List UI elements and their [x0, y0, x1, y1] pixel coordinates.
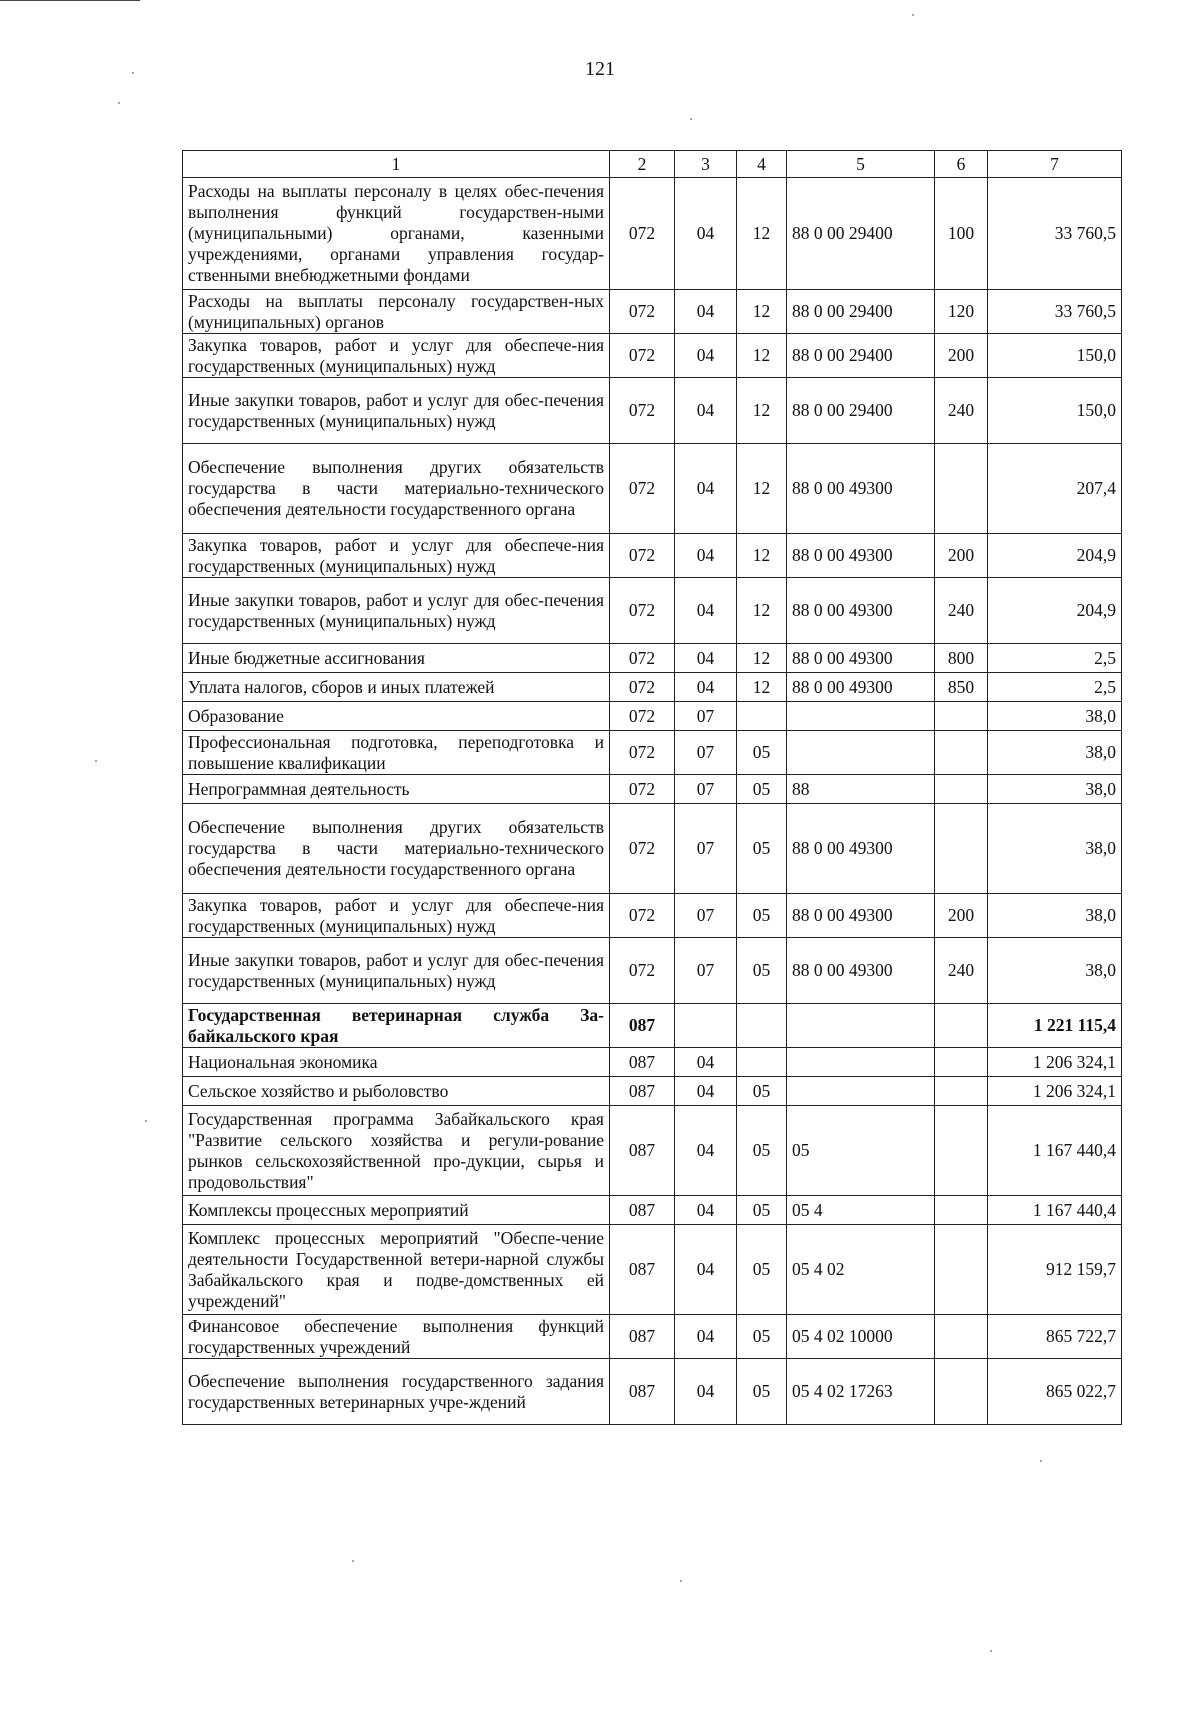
subsection-code-cell: 12: [737, 178, 787, 290]
header-cell: 3: [675, 151, 737, 178]
amount-cell: 1 167 440,4: [988, 1196, 1122, 1225]
ministry-code-cell: 072: [610, 938, 675, 1004]
subsection-code-cell: 12: [737, 673, 787, 702]
row-name-cell: Уплата налогов, сборов и иных платежей: [183, 673, 610, 702]
section-code-cell: 07: [675, 775, 737, 804]
table-row: [183, 938, 1122, 1004]
table-row: [183, 334, 1122, 378]
amount-cell: 150,0: [988, 334, 1122, 378]
section-code-cell: 04: [675, 444, 737, 534]
expense-type-cell: [935, 1359, 988, 1425]
target-article-cell: [787, 1077, 935, 1106]
target-article-cell: 88 0 00 49300: [787, 804, 935, 894]
amount-cell: 38,0: [988, 731, 1122, 775]
table-row: [183, 1106, 1122, 1196]
section-code-cell: 04: [675, 1225, 737, 1315]
section-code-cell: 04: [675, 673, 737, 702]
expense-type-cell: [935, 444, 988, 534]
expense-type-cell: [935, 1048, 988, 1077]
amount-cell: 38,0: [988, 894, 1122, 938]
table-row: [183, 804, 1122, 894]
table-row: [183, 1048, 1122, 1077]
ministry-code-cell: 072: [610, 894, 675, 938]
expense-type-cell: 200: [935, 334, 988, 378]
scan-edge-line: [0, 0, 140, 1]
row-name-cell: Непрограммная деятельность: [183, 775, 610, 804]
ministry-code-cell: 072: [610, 644, 675, 673]
expense-type-cell: 200: [935, 534, 988, 578]
table-row: [183, 1004, 1122, 1048]
ministry-code-cell: 072: [610, 334, 675, 378]
ministry-code-cell: 087: [610, 1359, 675, 1425]
subsection-code-cell: [737, 702, 787, 731]
table-row: [183, 1196, 1122, 1225]
table-row: [183, 534, 1122, 578]
header-cell: 1: [183, 151, 610, 178]
amount-cell: 33 760,5: [988, 178, 1122, 290]
section-code-cell: [675, 1004, 737, 1048]
budget-table: [182, 150, 1122, 1425]
ministry-code-cell: 072: [610, 290, 675, 334]
section-code-cell: 04: [675, 1359, 737, 1425]
target-article-cell: 05 4 02 10000: [787, 1315, 935, 1359]
row-name-cell: Комплекс процессных мероприятий "Обеспе-чение деятельности Государственной ветери-нарной службы Забайкальского края и подве-домственных ей учреждений": [183, 1225, 610, 1315]
subsection-code-cell: 05: [737, 731, 787, 775]
row-name-cell: Комплексы процессных мероприятий: [183, 1196, 610, 1225]
header-cell: 7: [988, 151, 1122, 178]
amount-cell: 33 760,5: [988, 290, 1122, 334]
subsection-code-cell: 05: [737, 1225, 787, 1315]
amount-cell: 1 167 440,4: [988, 1106, 1122, 1196]
scan-speck: [1040, 1460, 1042, 1462]
ministry-code-cell: 072: [610, 702, 675, 731]
target-article-cell: 88 0 00 49300: [787, 938, 935, 1004]
amount-cell: 38,0: [988, 804, 1122, 894]
table-row: [183, 702, 1122, 731]
target-article-cell: 88 0 00 49300: [787, 673, 935, 702]
subsection-code-cell: 05: [737, 894, 787, 938]
target-article-cell: [787, 731, 935, 775]
ministry-code-cell: 072: [610, 673, 675, 702]
row-name-cell: Обеспечение выполнения других обязательств государства в части материально-технического обеспечения деятельности государственного органа: [183, 804, 610, 894]
section-code-cell: 04: [675, 1077, 737, 1106]
amount-cell: 865 022,7: [988, 1359, 1122, 1425]
ministry-code-cell: 072: [610, 534, 675, 578]
amount-cell: 207,4: [988, 444, 1122, 534]
ministry-code-cell: 087: [610, 1196, 675, 1225]
ministry-code-cell: 087: [610, 1225, 675, 1315]
expense-type-cell: [935, 804, 988, 894]
expense-type-cell: 240: [935, 578, 988, 644]
expense-type-cell: [935, 731, 988, 775]
scan-speck: [95, 760, 97, 762]
expense-type-cell: [935, 775, 988, 804]
subsection-code-cell: 12: [737, 444, 787, 534]
target-article-cell: 88 0 00 49300: [787, 444, 935, 534]
section-code-cell: 04: [675, 290, 737, 334]
row-name-cell: Государственная ветеринарная служба За-байкальского края: [183, 1004, 610, 1048]
row-name-cell: Иные закупки товаров, работ и услуг для обес-печения государственных (муниципальных) нужд: [183, 578, 610, 644]
subsection-code-cell: 05: [737, 1106, 787, 1196]
row-name-cell: Расходы на выплаты персоналу в целях обес-печения выполнения функций государствен-ными (муниципальными) органами, казенными учреждениями, органами управления государ-ственными внебюджетными фондами: [183, 178, 610, 290]
expense-type-cell: [935, 1196, 988, 1225]
subsection-code-cell: 12: [737, 534, 787, 578]
scan-speck: [352, 1560, 354, 1562]
expense-type-cell: 850: [935, 673, 988, 702]
row-name-cell: Иные закупки товаров, работ и услуг для обес-печения государственных (муниципальных) нужд: [183, 378, 610, 444]
table-row: [183, 1077, 1122, 1106]
amount-cell: 912 159,7: [988, 1225, 1122, 1315]
row-name-cell: Финансовое обеспечение выполнения функций государственных учреждений: [183, 1315, 610, 1359]
subsection-code-cell: 05: [737, 1315, 787, 1359]
row-name-cell: Закупка товаров, работ и услуг для обеспече-ния государственных (муниципальных) нужд: [183, 534, 610, 578]
amount-cell: 204,9: [988, 578, 1122, 644]
amount-cell: 38,0: [988, 775, 1122, 804]
scan-speck: [132, 72, 134, 74]
target-article-cell: 88 0 00 49300: [787, 534, 935, 578]
amount-cell: 1 206 324,1: [988, 1048, 1122, 1077]
expense-type-cell: [935, 1106, 988, 1196]
subsection-code-cell: 12: [737, 578, 787, 644]
subsection-code-cell: 12: [737, 290, 787, 334]
subsection-code-cell: 05: [737, 1359, 787, 1425]
target-article-cell: 88 0 00 29400: [787, 334, 935, 378]
subsection-code-cell: [737, 1004, 787, 1048]
section-code-cell: 04: [675, 1196, 737, 1225]
subsection-code-cell: 05: [737, 1077, 787, 1106]
subsection-code-cell: 05: [737, 775, 787, 804]
table-row: [183, 775, 1122, 804]
section-code-cell: 04: [675, 1315, 737, 1359]
expense-type-cell: 800: [935, 644, 988, 673]
header-cell: 5: [787, 151, 935, 178]
target-article-cell: [787, 1004, 935, 1048]
subsection-code-cell: 12: [737, 378, 787, 444]
section-code-cell: 04: [675, 178, 737, 290]
row-name-cell: Образование: [183, 702, 610, 731]
table-row: [183, 1359, 1122, 1425]
expense-type-cell: [935, 1225, 988, 1315]
row-name-cell: Обеспечение выполнения государственного задания государственных ветеринарных учре-ждений: [183, 1359, 610, 1425]
header-cell: 6: [935, 151, 988, 178]
amount-cell: 1 206 324,1: [988, 1077, 1122, 1106]
ministry-code-cell: 087: [610, 1315, 675, 1359]
amount-cell: 150,0: [988, 378, 1122, 444]
target-article-cell: [787, 702, 935, 731]
expense-type-cell: 200: [935, 894, 988, 938]
table-row: [183, 1225, 1122, 1315]
amount-cell: 2,5: [988, 673, 1122, 702]
ministry-code-cell: 072: [610, 775, 675, 804]
section-code-cell: 04: [675, 378, 737, 444]
scan-speck: [680, 1580, 682, 1582]
ministry-code-cell: 087: [610, 1004, 675, 1048]
section-code-cell: 07: [675, 702, 737, 731]
table-row: [183, 731, 1122, 775]
target-article-cell: 88 0 00 29400: [787, 290, 935, 334]
amount-cell: 865 722,7: [988, 1315, 1122, 1359]
row-name-cell: Сельское хозяйство и рыболовство: [183, 1077, 610, 1106]
table-row: [183, 178, 1122, 290]
row-name-cell: Иные закупки товаров, работ и услуг для обес-печения государственных (муниципальных) нужд: [183, 938, 610, 1004]
subsection-code-cell: 12: [737, 644, 787, 673]
table-row: [183, 644, 1122, 673]
scan-speck: [118, 102, 120, 104]
amount-cell: 38,0: [988, 938, 1122, 1004]
section-code-cell: 07: [675, 731, 737, 775]
section-code-cell: 04: [675, 1048, 737, 1077]
expense-type-cell: 240: [935, 938, 988, 1004]
row-name-cell: Расходы на выплаты персоналу государствен-ных (муниципальных) органов: [183, 290, 610, 334]
section-code-cell: 07: [675, 938, 737, 1004]
row-name-cell: Национальная экономика: [183, 1048, 610, 1077]
row-name-cell: Государственная программа Забайкальского края "Развитие сельского хозяйства и регули-рование рынков сельскохозяйственной про-дукции, сырья и продовольствия": [183, 1106, 610, 1196]
scan-speck: [912, 14, 914, 16]
section-code-cell: 04: [675, 1106, 737, 1196]
amount-cell: 38,0: [988, 702, 1122, 731]
subsection-code-cell: 05: [737, 804, 787, 894]
expense-type-cell: [935, 1004, 988, 1048]
row-name-cell: Профессиональная подготовка, переподготовка и повышение квалификации: [183, 731, 610, 775]
ministry-code-cell: 072: [610, 731, 675, 775]
ministry-code-cell: 072: [610, 804, 675, 894]
expense-type-cell: [935, 1315, 988, 1359]
section-code-cell: 04: [675, 534, 737, 578]
target-article-cell: 88 0 00 49300: [787, 894, 935, 938]
section-code-cell: 04: [675, 578, 737, 644]
ministry-code-cell: 087: [610, 1048, 675, 1077]
row-name-cell: Закупка товаров, работ и услуг для обеспече-ния государственных (муниципальных) нужд: [183, 334, 610, 378]
ministry-code-cell: 072: [610, 578, 675, 644]
expense-type-cell: 100: [935, 178, 988, 290]
expense-type-cell: 240: [935, 378, 988, 444]
expense-type-cell: [935, 1077, 988, 1106]
amount-cell: 1 221 115,4: [988, 1004, 1122, 1048]
ministry-code-cell: 087: [610, 1077, 675, 1106]
section-code-cell: 07: [675, 804, 737, 894]
target-article-cell: 88: [787, 775, 935, 804]
table-row: [183, 1315, 1122, 1359]
amount-cell: 204,9: [988, 534, 1122, 578]
budget-table-body: [183, 151, 1122, 1425]
table-header-row: [183, 151, 1122, 178]
ministry-code-cell: 072: [610, 444, 675, 534]
table-row: [183, 673, 1122, 702]
target-article-cell: 05 4 02 17263: [787, 1359, 935, 1425]
subsection-code-cell: 05: [737, 1196, 787, 1225]
target-article-cell: 88 0 00 29400: [787, 178, 935, 290]
section-code-cell: 04: [675, 334, 737, 378]
target-article-cell: 88 0 00 49300: [787, 644, 935, 673]
subsection-code-cell: 05: [737, 938, 787, 1004]
subsection-code-cell: 12: [737, 334, 787, 378]
ministry-code-cell: 087: [610, 1106, 675, 1196]
target-article-cell: 88 0 00 29400: [787, 378, 935, 444]
section-code-cell: 07: [675, 894, 737, 938]
expense-type-cell: [935, 702, 988, 731]
scan-speck: [690, 118, 692, 120]
row-name-cell: Иные бюджетные ассигнования: [183, 644, 610, 673]
ministry-code-cell: 072: [610, 178, 675, 290]
table-row: [183, 290, 1122, 334]
table-row: [183, 894, 1122, 938]
section-code-cell: 04: [675, 644, 737, 673]
table-row: [183, 378, 1122, 444]
expense-type-cell: 120: [935, 290, 988, 334]
row-name-cell: Закупка товаров, работ и услуг для обеспече-ния государственных (муниципальных) нужд: [183, 894, 610, 938]
page-number: 121: [585, 58, 615, 80]
header-cell: 4: [737, 151, 787, 178]
subsection-code-cell: [737, 1048, 787, 1077]
header-cell: 2: [610, 151, 675, 178]
target-article-cell: 88 0 00 49300: [787, 578, 935, 644]
target-article-cell: 05: [787, 1106, 935, 1196]
target-article-cell: [787, 1048, 935, 1077]
target-article-cell: 05 4 02: [787, 1225, 935, 1315]
table-row: [183, 578, 1122, 644]
amount-cell: 2,5: [988, 644, 1122, 673]
scan-speck: [145, 1120, 147, 1122]
ministry-code-cell: 072: [610, 378, 675, 444]
table-row: [183, 444, 1122, 534]
row-name-cell: Обеспечение выполнения других обязательств государства в части материально-технического обеспечения деятельности государственного органа: [183, 444, 610, 534]
target-article-cell: 05 4: [787, 1196, 935, 1225]
scan-speck: [990, 1650, 992, 1652]
